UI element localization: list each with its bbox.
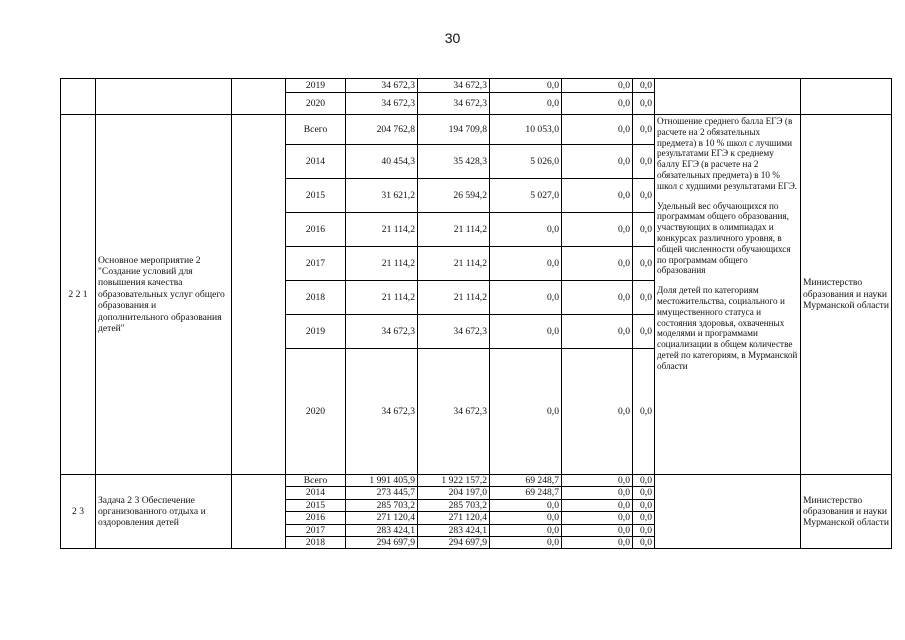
cell-value: 21 114,2 [346, 247, 418, 281]
cell-value: 34 672,3 [346, 315, 418, 349]
cell-value: 21 114,2 [418, 281, 490, 315]
cell-empty [655, 475, 801, 549]
cell-value: 1 922 157,2 [418, 475, 490, 487]
cell-value: 21 114,2 [346, 213, 418, 247]
cell-value: 0,0 [562, 487, 633, 499]
page-number: 30 [444, 30, 461, 46]
cell-value: 10 053,0 [490, 115, 562, 145]
cell-value: 0,0 [633, 524, 655, 536]
cell-value: 35 428,3 [418, 145, 490, 179]
cell-value: 0,0 [562, 115, 633, 145]
cell-value: 31 621,2 [346, 179, 418, 213]
executor: Министерство образования и науки Мурманской области [801, 115, 892, 475]
cell-year: 2017 [286, 247, 346, 281]
indicator-text: Доля детей по категориям местожительства, социального и имущественного статуса и состояния здоровья, охваченных моделями и программами социализации в общем количестве детей по категориям, в Мурманской области [657, 285, 798, 371]
cell-year: 2020 [286, 349, 346, 475]
cell-year: 2018 [286, 281, 346, 315]
cell-value: 0,0 [633, 349, 655, 475]
cell-value: 69 248,7 [490, 487, 562, 499]
cell-year: 2016 [286, 213, 346, 247]
cell-value: 194 709,8 [418, 115, 490, 145]
cell-value: 0,0 [562, 179, 633, 213]
indicator-text: Удельный вес обучающихся по программам общего образования, участвующих в олимпиадах и конкурсах различного уровня, в общей численности обучающихся по программам общего образования [657, 200, 791, 276]
cell-value: 0,0 [562, 349, 633, 475]
table-row [61, 79, 892, 93]
cell-value: 271 120,4 [346, 512, 418, 524]
cell-value: 0,0 [633, 115, 655, 145]
cell-value: 21 114,2 [346, 281, 418, 315]
cell-year: 2020 [286, 93, 346, 115]
cell-value: 0,0 [490, 315, 562, 349]
cell-value: 0,0 [490, 512, 562, 524]
section-code: 2 2 1 [61, 115, 96, 475]
cell-value: 34 672,3 [346, 93, 418, 115]
cell-year: 2019 [286, 315, 346, 349]
cell-year: 2014 [286, 145, 346, 179]
cell-value: 0,0 [562, 79, 633, 93]
cell-value: 0,0 [562, 524, 633, 536]
cell-value: 0,0 [633, 247, 655, 281]
cell-empty [96, 79, 232, 115]
cell-year: 2016 [286, 512, 346, 524]
cell-value: 283 424,1 [346, 524, 418, 536]
section-name: Основное мероприятие 2 "Создание условий для повышения качества образовательных услуг общего образования и дополнительного образования детей" [96, 115, 232, 475]
cell-empty [61, 79, 96, 115]
cell-year: 2018 [286, 537, 346, 549]
cell-value: 0,0 [633, 537, 655, 549]
cell-value: 273 445,7 [346, 487, 418, 499]
cell-value: 0,0 [562, 475, 633, 487]
cell-value: 0,0 [562, 512, 633, 524]
cell-value: 285 703,2 [346, 499, 418, 511]
cell-value: 0,0 [490, 524, 562, 536]
cell-year: 2014 [286, 487, 346, 499]
section-name: Задача 2 3 Обеспечение организованного отдыха и оздоровления детей [96, 475, 232, 549]
cell-value: 0,0 [562, 93, 633, 115]
cell-value: 0,0 [633, 93, 655, 115]
cell-value: 0,0 [633, 145, 655, 179]
cell-value: 0,0 [562, 315, 633, 349]
cell-value: 5 026,0 [490, 145, 562, 179]
indicator-text: Отношение среднего балла ЕГЭ (в расчете на 2 обязательных предмета) в 10 % школ с лучшими результатами ЕГЭ к среднему баллу ЕГЭ (в расчете на 2 обязательных предмета) в 10 % школ с худшими результатами ЕГЭ. [657, 116, 798, 191]
cell-value: 0,0 [490, 281, 562, 315]
cell-value: 0,0 [562, 247, 633, 281]
cell-value: 0,0 [633, 475, 655, 487]
cell-value: 0,0 [633, 487, 655, 499]
cell-value: 0,0 [490, 499, 562, 511]
cell-value: 34 672,3 [418, 315, 490, 349]
cell-year: 2017 [286, 524, 346, 536]
cell-value: 0,0 [633, 79, 655, 93]
cell-value: 0,0 [490, 79, 562, 93]
cell-value: 34 672,3 [346, 79, 418, 93]
cell-year: 2015 [286, 499, 346, 511]
cell-value: 285 703,2 [418, 499, 490, 511]
cell-value: 34 672,3 [346, 349, 418, 475]
cell-value: 271 120,4 [418, 512, 490, 524]
cell-year: Всего [286, 475, 346, 487]
cell-year: 2019 [286, 79, 346, 93]
cell-value: 5 027,0 [490, 179, 562, 213]
cell-value: 1 991 405,9 [346, 475, 418, 487]
cell-value: 34 672,3 [418, 93, 490, 115]
program-table [60, 78, 892, 549]
cell-value: 26 594,2 [418, 179, 490, 213]
cell-value: 34 672,3 [418, 349, 490, 475]
cell-empty [232, 115, 286, 475]
cell-value: 0,0 [633, 213, 655, 247]
cell-value: 0,0 [633, 315, 655, 349]
cell-value: 0,0 [633, 179, 655, 213]
cell-empty [232, 475, 286, 549]
cell-empty [801, 79, 892, 115]
section-code: 2 3 [61, 475, 96, 549]
indicators-cell [655, 115, 801, 475]
cell-value: 294 697,9 [418, 537, 490, 549]
table-row [61, 115, 892, 145]
cell-value: 21 114,2 [418, 213, 490, 247]
cell-value: 0,0 [490, 213, 562, 247]
cell-value: 34 672,3 [418, 79, 490, 93]
executor: Министерство образования и науки Мурманской области [801, 475, 892, 549]
cell-value: 0,0 [490, 93, 562, 115]
cell-year: 2015 [286, 179, 346, 213]
cell-value: 40 454,3 [346, 145, 418, 179]
cell-value: 0,0 [562, 145, 633, 179]
cell-value: 204 197,0 [418, 487, 490, 499]
cell-value: 294 697,9 [346, 537, 418, 549]
cell-empty [655, 79, 801, 115]
cell-value: 0,0 [562, 281, 633, 315]
cell-value: 204 762,8 [346, 115, 418, 145]
cell-value: 0,0 [633, 499, 655, 511]
table-row [61, 475, 892, 487]
cell-value: 0,0 [633, 281, 655, 315]
cell-value: 0,0 [490, 349, 562, 475]
cell-value: 0,0 [562, 537, 633, 549]
cell-value: 0,0 [490, 247, 562, 281]
cell-value: 21 114,2 [418, 247, 490, 281]
cell-value: 0,0 [562, 499, 633, 511]
cell-value: 0,0 [562, 213, 633, 247]
cell-value: 0,0 [633, 512, 655, 524]
cell-empty [232, 79, 286, 115]
cell-value: 0,0 [490, 537, 562, 549]
cell-value: 283 424,1 [418, 524, 490, 536]
cell-value: 69 248,7 [490, 475, 562, 487]
cell-year: Всего [286, 115, 346, 145]
